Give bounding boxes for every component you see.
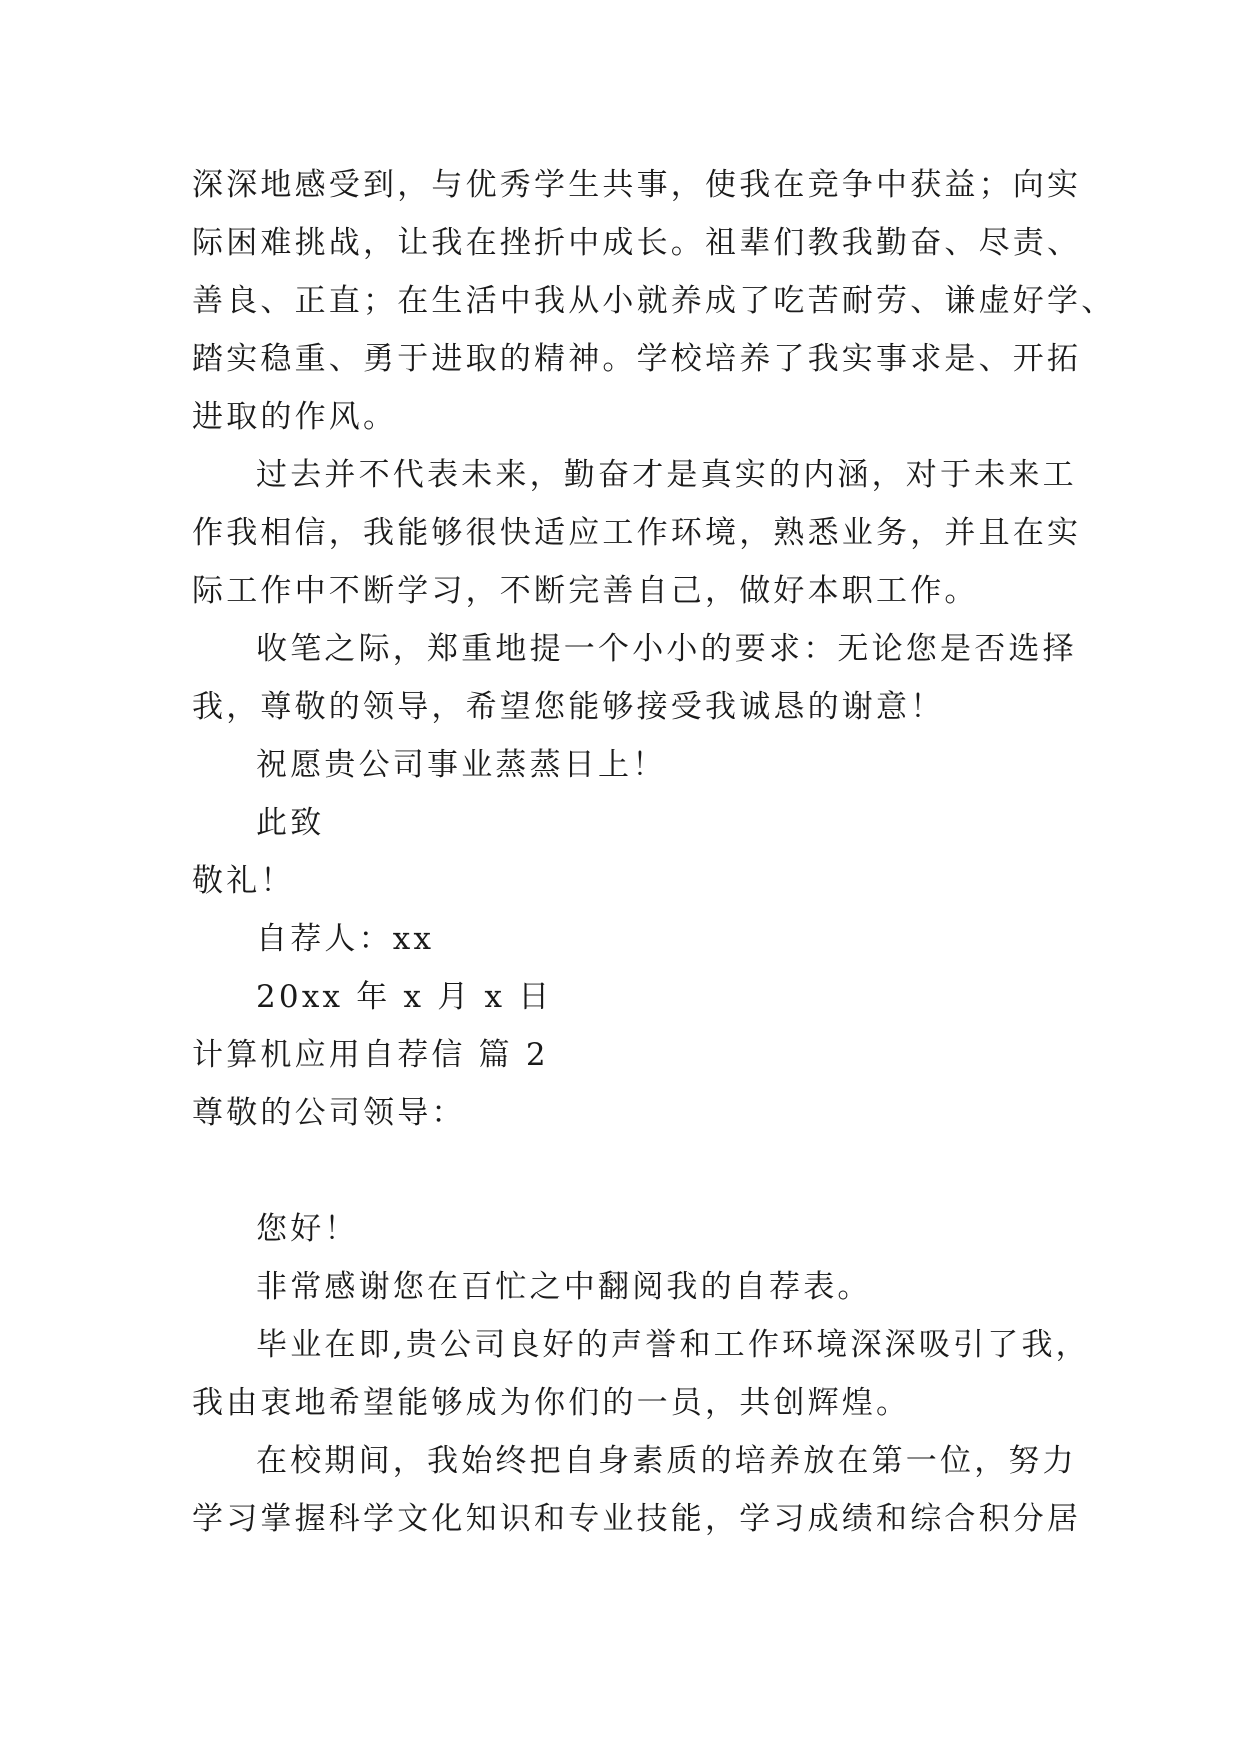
paragraph-line: 我由衷地希望能够成为你们的一员，共创辉煌。	[192, 1385, 911, 1421]
paragraph-line: 我，尊敬的领导，希望您能够接受我诚恳的谢意！	[192, 689, 945, 725]
paragraph-line: 进取的作风。	[192, 399, 398, 435]
salute-line: 敬礼！	[192, 863, 295, 899]
paragraph-line: 收笔之际，郑重地提一个小小的要求：无论您是否选择	[256, 631, 1077, 667]
salutation-line: 尊敬的公司领导：	[192, 1095, 466, 1131]
paragraph-line: 深深地感受到，与优秀学生共事，使我在竞争中获益；向实	[192, 167, 1082, 203]
section-title: 计算机应用自荐信 篇 2	[192, 1037, 549, 1073]
wish-line: 祝愿贵公司事业蒸蒸日上！	[256, 747, 667, 783]
date-line: 20xx 年 x 月 x 日	[256, 979, 553, 1015]
paragraph-line: 毕业在即,贵公司良好的声誉和工作环境深深吸引了我，	[256, 1327, 1090, 1363]
greeting-line: 您好！	[256, 1211, 359, 1247]
paragraph-line: 际工作中不断学习，不断完善自己，做好本职工作。	[192, 573, 979, 609]
paragraph-line: 作我相信，我能够很快适应工作环境，熟悉业务，并且在实	[192, 515, 1082, 551]
paragraph-line: 过去并不代表未来，勤奋才是真实的内涵，对于未来工	[256, 457, 1077, 493]
paragraph-line: 在校期间，我始终把自身素质的培养放在第一位，努力	[256, 1443, 1077, 1479]
paragraph-line: 际困难挑战，让我在挫折中成长。祖辈们教我勤奋、尽责、	[192, 225, 1082, 261]
paragraph-line: 踏实稳重、勇于进取的精神。学校培养了我实事求是、开拓	[192, 341, 1082, 377]
paragraph-line: 非常感谢您在百忙之中翻阅我的自荐表。	[256, 1269, 872, 1305]
closing-line: 此致	[256, 805, 325, 841]
signature-line: 自荐人：xx	[256, 921, 435, 957]
paragraph-line: 善良、正直；在生活中我从小就养成了吃苦耐劳、谦虚好学、	[192, 283, 1116, 319]
paragraph-line: 学习掌握科学文化知识和专业技能，学习成绩和综合积分居	[192, 1501, 1082, 1537]
